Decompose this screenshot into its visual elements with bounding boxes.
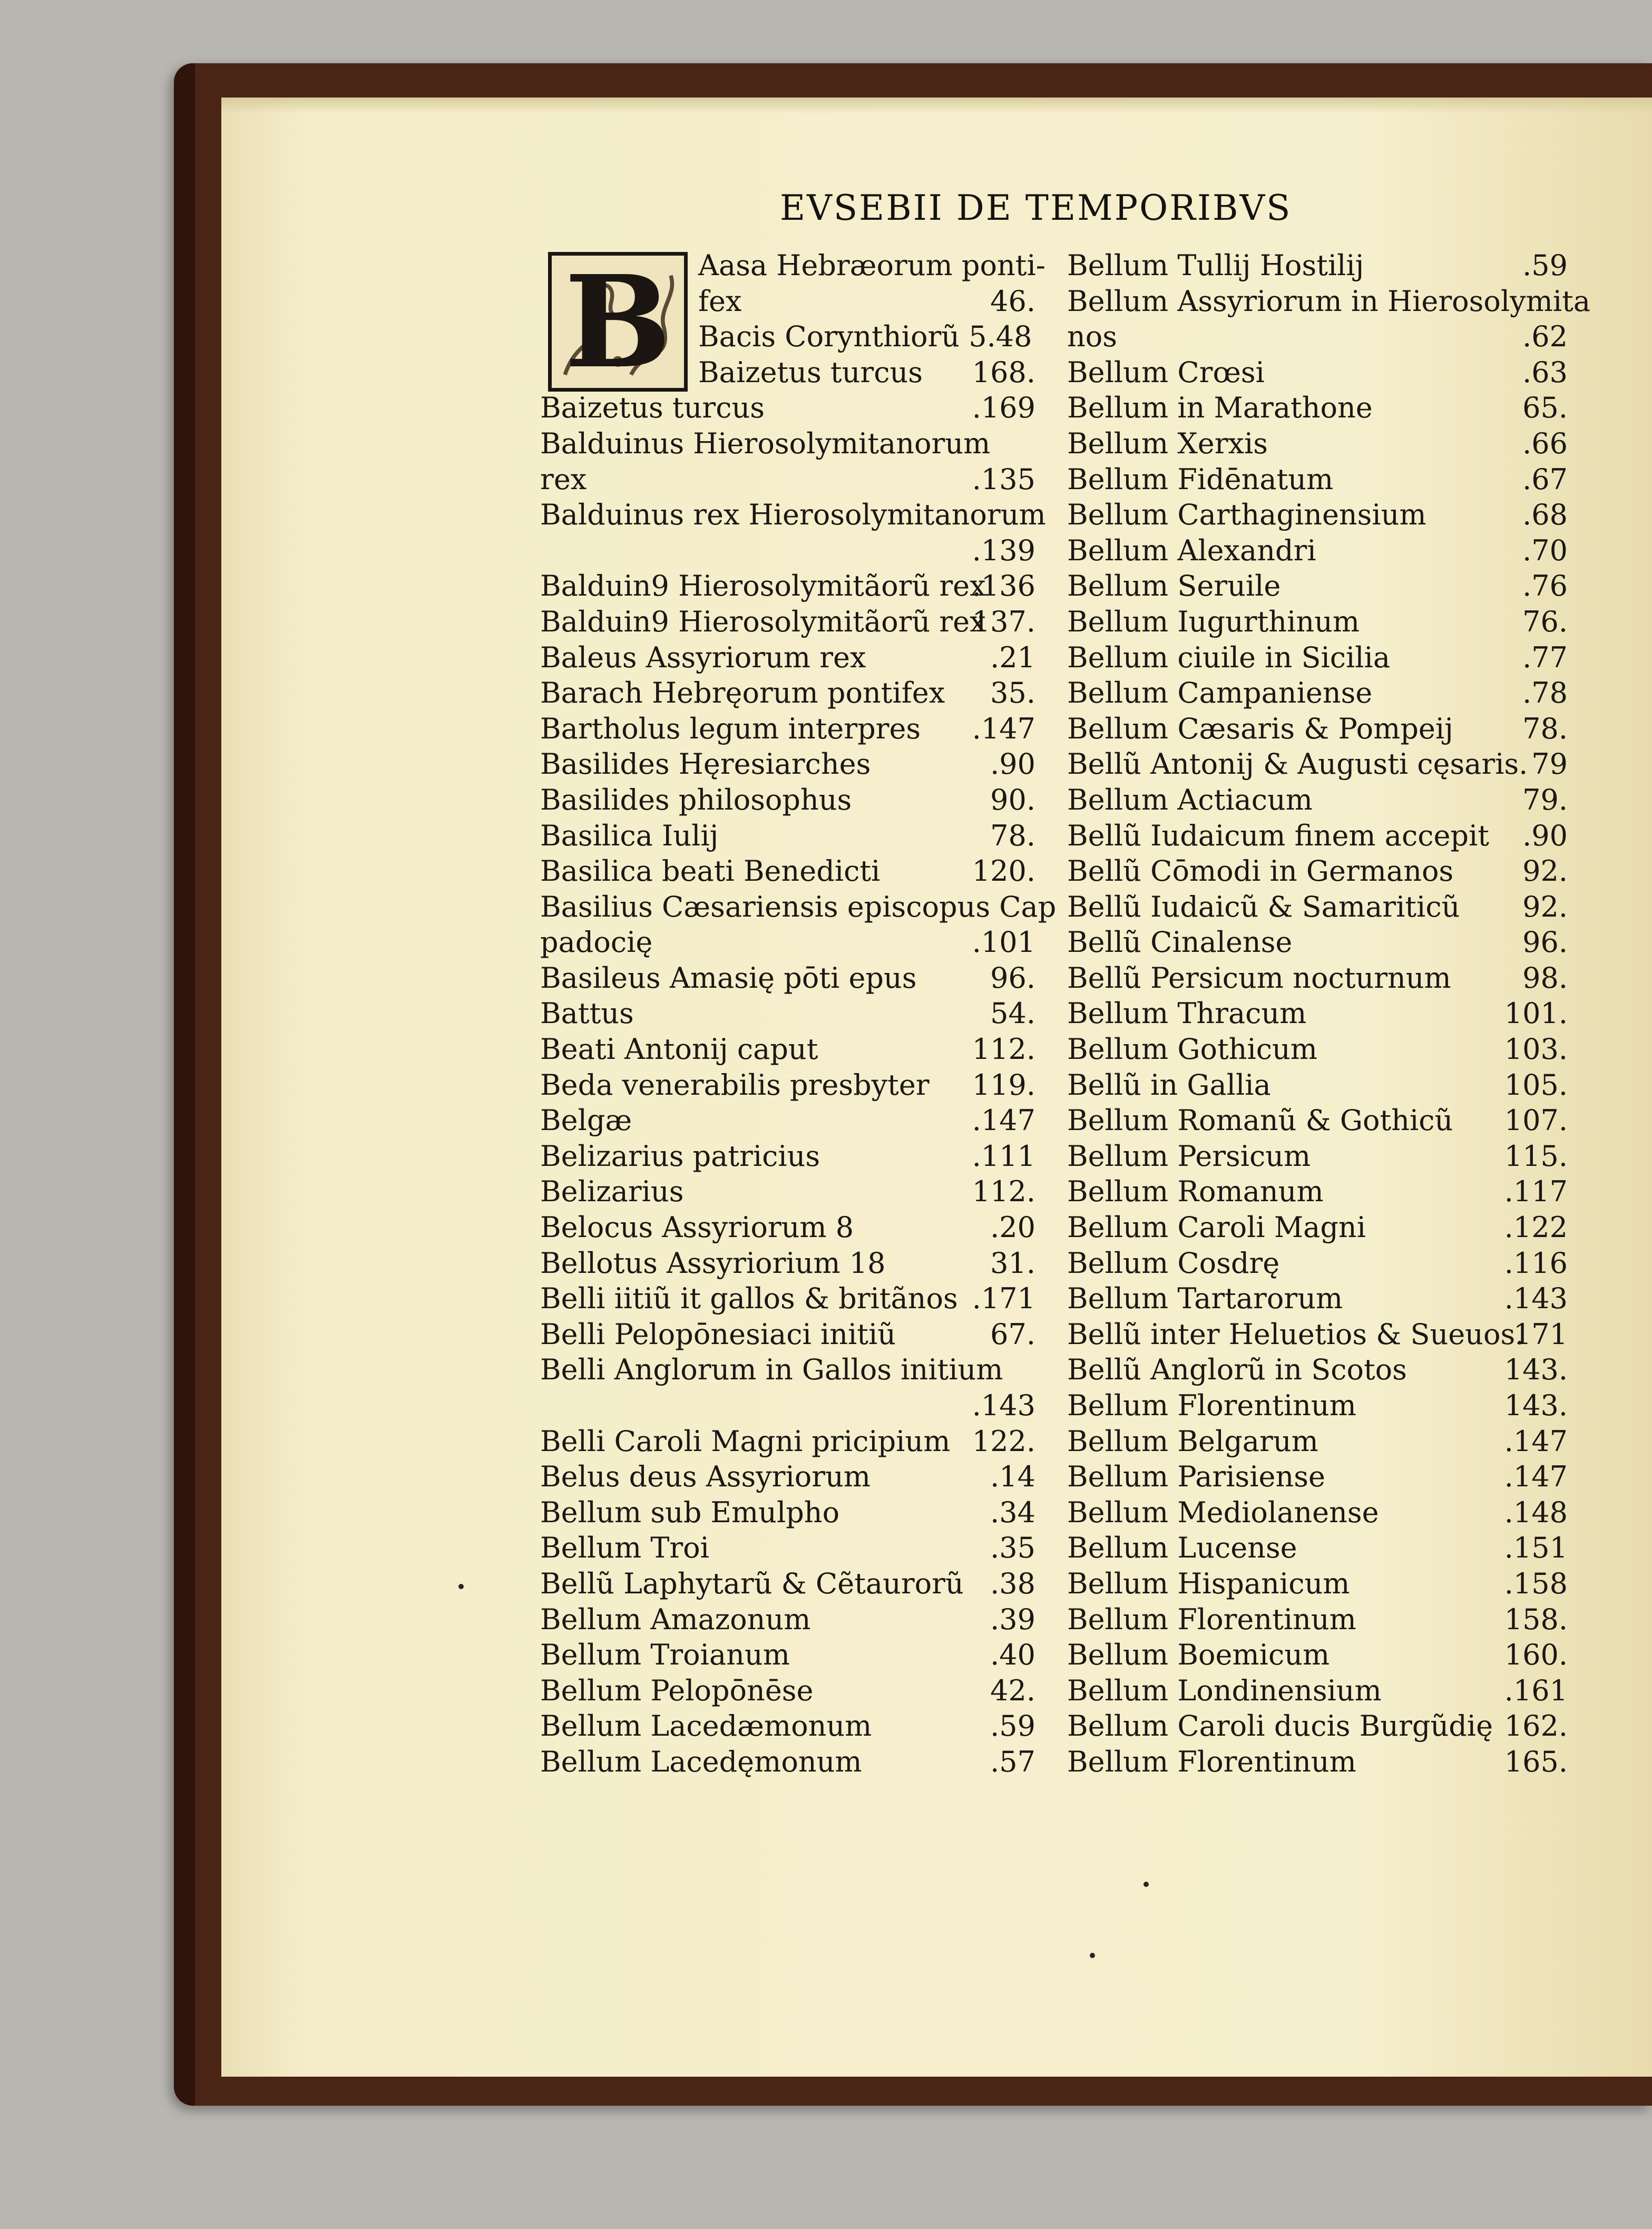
index-entry: Bellum Thracum 101. xyxy=(1067,997,1568,1030)
index-entry: Belgæ .147 xyxy=(540,1104,1035,1137)
index-entry: Bellum Amazonum .39 xyxy=(540,1602,1035,1636)
index-entry: Belli Pelopōnesiaci initiũ 67. xyxy=(540,1317,1035,1351)
index-entry: Bellum Seruile .76 xyxy=(1067,569,1568,603)
index-entry: Bacis Corynthiorũ 5.48 xyxy=(698,320,1032,354)
index-entry: Bellum Gothicum 103. xyxy=(1067,1033,1568,1066)
index-entry: Bellum Florentinum 143. xyxy=(1067,1389,1568,1422)
page-header: EVSEBII DE TEMPORIBVS xyxy=(780,188,1292,228)
index-entry: Beda venerabilis presbyter 119. xyxy=(540,1068,1035,1102)
index-entry: Baizetus turcus 168. xyxy=(698,355,1035,389)
ink-speck xyxy=(1143,1882,1149,1887)
index-entry: Bellum Troi .35 xyxy=(540,1531,1035,1565)
index-entry: Bellum Caroli Magni .122 xyxy=(1067,1211,1568,1244)
index-entry: Belli iitiũ it gallos & britãnos .171 xyxy=(540,1282,1035,1316)
index-entry: Bellum Campaniense .78 xyxy=(1067,676,1568,710)
index-entry: padocię .101 xyxy=(540,926,1035,959)
index-entry: rex .135 xyxy=(540,462,1035,496)
index-entry: Bellum Tartarorum .143 xyxy=(1067,1282,1568,1316)
index-entry: Bellum Troianum .40 xyxy=(540,1638,1035,1672)
index-entry: Bellum Lucense .151 xyxy=(1067,1531,1568,1565)
index-entry: Basilius Cæsariensis episcopus Cap xyxy=(540,890,1057,923)
index-entry: Bellum in Marathone 65. xyxy=(1067,391,1568,425)
index-entry: Basileus Amasię pōti epus 96. xyxy=(540,961,1035,995)
index-entry: Bellum Boemicum 160. xyxy=(1067,1638,1568,1672)
index-entry: Bellum Caroli ducis Burgũdię 162. xyxy=(1067,1709,1568,1743)
index-entry: Bellum Pelopōnēse 42. xyxy=(540,1673,1035,1707)
index-entry: Bellum Florentinum 158. xyxy=(1067,1602,1568,1636)
index-entry: Bellũ Iudaicũ & Samariticũ 92. xyxy=(1067,890,1568,923)
index-entry: Bellũ in Gallia 105. xyxy=(1067,1068,1568,1102)
index-entry: Bellum Hispanicum .158 xyxy=(1067,1566,1568,1600)
index-entry: Bellum ciuile in Sicilia .77 xyxy=(1067,640,1568,674)
index-entry: Belizarius patricius .111 xyxy=(540,1139,1035,1173)
index-entry: Basilica beati Benedicti 120. xyxy=(540,854,1035,888)
index-entry: Bellum Tullij Hostilij .59 xyxy=(1067,249,1568,282)
index-entry: Bellum Actiacum 79. xyxy=(1067,783,1568,816)
index-entry: Bellum Cosdrę .116 xyxy=(1067,1246,1568,1280)
index-entry: Bellum Florentinum 165. xyxy=(1067,1745,1568,1778)
index-entry: Bellum Carthaginensium .68 xyxy=(1067,498,1568,532)
index-entry: Bellum Persicum 115. xyxy=(1067,1139,1568,1173)
index-entry: Bellum Mediolanense .148 xyxy=(1067,1495,1568,1529)
index-entry: Bellũ Laphytarũ & Cẽtaurorũ .38 xyxy=(540,1566,1035,1600)
index-entry: Belus deus Assyriorum .14 xyxy=(540,1460,1035,1494)
index-entry: Bellum Alexandri .70 xyxy=(1067,533,1568,567)
index-entry: Bellum Parisiense .147 xyxy=(1067,1460,1568,1494)
index-entry: Bellum Assyriorum in Hierosolymita xyxy=(1067,284,1591,318)
index-entry: Bellum Iugurthinum 76. xyxy=(1067,605,1568,638)
ink-speck xyxy=(458,1584,464,1589)
index-right-column xyxy=(1067,248,1591,1780)
index-entry: Belizarius 112. xyxy=(540,1175,1035,1209)
index-entry: Bellum Crœsi .63 xyxy=(1067,355,1568,389)
initial-letter: B xyxy=(564,247,671,396)
index-entry: Belocus Assyriorum 8 .20 xyxy=(540,1211,1035,1244)
page-top-shadow xyxy=(221,98,1652,113)
index-left-column xyxy=(540,248,1057,1780)
index-entry: Balduinus Hierosolymitanorum xyxy=(540,426,991,460)
index-entry: Belli Anglorum in Gallos initium xyxy=(540,1353,1003,1387)
index-entry: .143 xyxy=(972,1389,1035,1422)
index-entry: Battus 54. xyxy=(540,997,1035,1030)
index-entry: fex 46. xyxy=(698,284,1035,318)
index-entry: Aasa Hebræorum ponti- xyxy=(698,249,1045,282)
index-entry: Bellum Romanũ & Gothicũ 107. xyxy=(1067,1104,1568,1137)
index-entry: Bellũ Cinalense 96. xyxy=(1067,926,1568,959)
index-entry: Beati Antonij caput 112. xyxy=(540,1033,1035,1066)
index-entry: Bellum Cæsaris & Pompeij 78. xyxy=(1067,712,1568,745)
index-entry: Balduinus rex Hierosolymitanorum xyxy=(540,498,1046,532)
index-entry: Basilides Hęresiarches .90 xyxy=(540,747,1035,781)
index-entry: Belli Caroli Magni pricipium 122. xyxy=(540,1424,1035,1458)
index-entry: Baleus Assyriorum rex .21 xyxy=(540,640,1035,674)
index-entry: Bellum Lacedęmonum .57 xyxy=(540,1745,1035,1778)
index-entry: Bellũ Persicum nocturnum 98. xyxy=(1067,961,1568,995)
index-entry: Basilica Iulij 78. xyxy=(540,819,1035,852)
index-entry: Bellum Belgarum .147 xyxy=(1067,1424,1568,1458)
index-entry: Bellum Xerxis .66 xyxy=(1067,426,1568,460)
index-entry: Bartholus legum interpres .147 xyxy=(540,712,1035,745)
index-entry: Basilides philosophus 90. xyxy=(540,783,1035,816)
index-entry: .139 xyxy=(972,533,1035,567)
book-spine-edge xyxy=(174,63,195,2106)
index-entry: Baizetus turcus .169 xyxy=(540,391,1035,425)
index-entry: Balduin9 Hierosolymitãorũ rex .136 xyxy=(540,569,1035,603)
index-entry: Balduin9 Hierosolymitãorũ rex 137. xyxy=(540,605,1035,638)
index-entry: Bellum Fidēnatum .67 xyxy=(1067,462,1568,496)
index-entry: Bellũ Cōmodi in Germanos 92. xyxy=(1067,854,1568,888)
ink-speck xyxy=(1090,1953,1095,1958)
index-entry: Bellũ Iudaicum finem accepit .90 xyxy=(1067,819,1568,852)
index-entry: Barach Hebręorum pontifex 35. xyxy=(540,676,1035,710)
index-entry: nos .62 xyxy=(1067,320,1568,354)
index-entry: Bellum Londinensium .161 xyxy=(1067,1673,1568,1707)
index-entry: Bellũ Antonij & Augusti cęsaris. 79 xyxy=(1067,747,1568,781)
index-entry: Bellũ Anglorũ in Scotos 143. xyxy=(1067,1353,1568,1387)
index-entry: Bellotus Assyriorium 18 31. xyxy=(540,1246,1035,1280)
index-entry: Bellum sub Emulpho .34 xyxy=(540,1495,1035,1529)
index-entry: Bellum Lacedæmonum .59 xyxy=(540,1709,1035,1743)
index-entry: Bellũ inter Heluetios & Sueuos. 171 xyxy=(1067,1317,1568,1351)
index-entry: Bellum Romanum .117 xyxy=(1067,1175,1568,1209)
